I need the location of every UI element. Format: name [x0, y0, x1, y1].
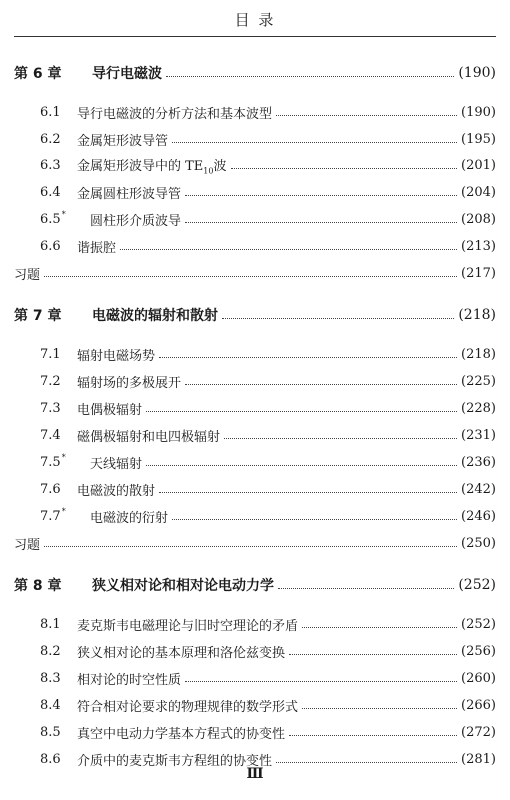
toc-section-row[interactable] — [14, 100, 496, 124]
section-title: 狭义相对论的基本原理和洛伦兹变换 — [77, 645, 286, 661]
chapter-number — [14, 575, 92, 595]
header-rule — [14, 36, 496, 37]
toc-exercise-row[interactable] — [14, 261, 496, 285]
dot-leader — [289, 654, 457, 655]
section-title: 辐射电磁场势 — [77, 348, 156, 364]
number-text: 7.4 — [40, 427, 61, 443]
dot-leader — [185, 681, 457, 682]
chapter-number — [14, 305, 92, 325]
section-number — [40, 132, 77, 147]
dot-leader — [146, 465, 457, 466]
page-ref: (225) — [461, 373, 496, 389]
page-ref: (242) — [461, 481, 496, 497]
section-title: 习题 — [14, 267, 41, 283]
toc-chapter-row[interactable] — [14, 573, 496, 597]
number-text: 第 8 章 — [14, 578, 62, 594]
number-text: 8.4 — [40, 697, 61, 713]
section-title: 电磁波的散射 — [77, 483, 156, 499]
section-number — [40, 506, 90, 524]
section-number — [40, 725, 77, 740]
dot-leader — [231, 168, 458, 169]
section-number — [40, 158, 77, 173]
toc-section-row[interactable] — [14, 639, 496, 663]
dot-leader — [289, 735, 457, 736]
number-text: 8.2 — [40, 643, 61, 659]
dot-leader — [185, 195, 457, 196]
page-ref: (246) — [461, 508, 496, 524]
dot-leader — [278, 588, 454, 589]
section-number — [40, 452, 90, 470]
page-ref: (190) — [458, 65, 496, 81]
page-number: Ⅲ — [246, 766, 264, 782]
toc-section-row[interactable] — [14, 180, 496, 204]
dot-leader — [159, 492, 457, 493]
section-number — [40, 374, 77, 389]
toc-section-row[interactable] — [14, 127, 496, 151]
dot-leader — [120, 249, 457, 250]
section-number — [40, 401, 77, 416]
section-number — [40, 105, 77, 120]
number-text: 7.6 — [40, 481, 61, 497]
toc-section-row[interactable] — [14, 720, 496, 744]
dot-leader — [222, 318, 454, 319]
page-ref: (236) — [461, 454, 496, 470]
dot-leader — [146, 411, 457, 412]
toc-section-row[interactable] — [14, 477, 496, 501]
section-title: 介质中的麦克斯韦方程组的协变性 — [77, 753, 273, 769]
page-ref: (250) — [461, 535, 496, 551]
toc-section-row[interactable] — [14, 153, 496, 177]
toc-section-row[interactable] — [14, 612, 496, 636]
section-number — [40, 752, 77, 767]
toc-exercise-row[interactable] — [14, 531, 496, 555]
number-text: 7.1 — [40, 346, 61, 362]
optional-mark: * — [61, 506, 66, 516]
page-header-title: 目 录 — [234, 11, 276, 29]
dot-leader — [185, 384, 457, 385]
number-text: 8.6 — [40, 751, 61, 767]
section-title: 金属矩形波导管 — [77, 133, 169, 149]
number-text: 7.7 — [40, 508, 61, 524]
page-ref: (217) — [461, 265, 496, 281]
section-number — [40, 239, 77, 254]
page-ref: (204) — [461, 184, 496, 200]
dot-leader — [44, 546, 457, 547]
page-ref: (195) — [461, 131, 496, 147]
section-title: 麦克斯韦电磁理论与旧时空理论的矛盾 — [77, 618, 299, 634]
section-number — [40, 644, 77, 659]
page-ref: (272) — [461, 724, 496, 740]
section-number — [40, 482, 77, 497]
page-ref: (266) — [461, 697, 496, 713]
section-title: 真空中电动力学基本方程式的协变性 — [77, 726, 286, 742]
section-number — [40, 428, 77, 443]
dot-leader — [172, 142, 457, 143]
page-ref: (218) — [461, 346, 496, 362]
number-text: 6.1 — [40, 104, 61, 120]
dot-leader — [44, 276, 457, 277]
page-ref: (231) — [461, 427, 496, 443]
page-ref: (281) — [461, 751, 496, 767]
toc-section-row[interactable] — [14, 504, 496, 528]
title-part: 金属矩形波导中的 TE — [77, 158, 204, 174]
number-text: 6.6 — [40, 238, 61, 254]
chapter-title: 电磁波的辐射和散射 — [92, 308, 218, 324]
section-title: 电磁波的衍射 — [90, 510, 169, 526]
chapter-number — [14, 63, 92, 83]
optional-mark: * — [61, 452, 66, 462]
toc-section-row[interactable] — [14, 234, 496, 258]
section-title: 谐振腔 — [77, 240, 117, 256]
dot-leader — [276, 115, 457, 116]
section-title: 磁偶极辐射和电四极辐射 — [77, 429, 221, 445]
number-text: 7.5 — [40, 454, 61, 470]
section-title: 习题 — [14, 537, 41, 553]
section-title: 相对论的时空性质 — [77, 672, 182, 688]
number-text: 6.2 — [40, 131, 61, 147]
section-number — [40, 671, 77, 686]
section-number — [40, 185, 77, 200]
dot-leader — [159, 357, 457, 358]
dot-leader — [302, 708, 457, 709]
dot-leader — [185, 222, 457, 223]
number-text: 8.5 — [40, 724, 61, 740]
page-ref: (208) — [461, 211, 496, 227]
section-title: 金属圆柱形波导管 — [77, 186, 182, 202]
page-ref: (213) — [461, 238, 496, 254]
dot-leader — [224, 438, 457, 439]
section-title: 导行电磁波的分析方法和基本波型 — [77, 106, 273, 122]
page-ref: (201) — [461, 157, 496, 173]
toc-section-row[interactable] — [14, 396, 496, 420]
toc-chapter-row[interactable] — [14, 303, 496, 327]
toc-section-row[interactable] — [14, 369, 496, 393]
page-ref: (252) — [461, 616, 496, 632]
section-title: 符合相对论要求的物理规律的数学形式 — [77, 699, 299, 715]
section-title: 辐射场的多极展开 — [77, 375, 182, 391]
section-title: 天线辐射 — [90, 456, 143, 472]
number-text: 7.3 — [40, 400, 61, 416]
number-text: 7.2 — [40, 373, 61, 389]
page-ref: (190) — [461, 104, 496, 120]
page-ref: (252) — [458, 577, 496, 593]
toc-section-row[interactable] — [14, 207, 496, 231]
number-text: 6.4 — [40, 184, 61, 200]
section-title — [77, 155, 227, 176]
dot-leader — [276, 762, 457, 763]
dot-leader — [172, 519, 457, 520]
toc-section-row[interactable] — [14, 666, 496, 690]
number-text: 第 7 章 — [14, 308, 62, 324]
number-text: 第 6 章 — [14, 66, 62, 82]
number-text: 6.5 — [40, 211, 61, 227]
dot-leader — [166, 76, 454, 77]
toc-section-row[interactable] — [14, 450, 496, 474]
number-text: 6.3 — [40, 157, 61, 173]
title-part: 波 — [213, 158, 227, 174]
page-ref: (228) — [461, 400, 496, 416]
section-number — [40, 698, 77, 713]
optional-mark: * — [61, 209, 66, 219]
page-ref: (260) — [461, 670, 496, 686]
number-text: 8.3 — [40, 670, 61, 686]
toc-section-row[interactable] — [14, 693, 496, 717]
chapter-title: 导行电磁波 — [92, 66, 162, 82]
toc-section-row[interactable] — [14, 342, 496, 366]
page-ref: (218) — [458, 307, 496, 323]
number-text: 8.1 — [40, 616, 61, 632]
section-number — [40, 617, 77, 632]
chapter-title: 狭义相对论和相对论电动力学 — [92, 578, 274, 594]
toc-section-row[interactable] — [14, 423, 496, 447]
dot-leader — [302, 627, 457, 628]
section-title: 电偶极辐射 — [77, 402, 143, 418]
page-ref: (256) — [461, 643, 496, 659]
title-subscript: 10 — [203, 166, 214, 176]
section-number — [40, 209, 90, 227]
section-number — [40, 347, 77, 362]
toc-chapter-row[interactable] — [14, 61, 496, 85]
section-title: 圆柱形介质波导 — [90, 213, 182, 229]
